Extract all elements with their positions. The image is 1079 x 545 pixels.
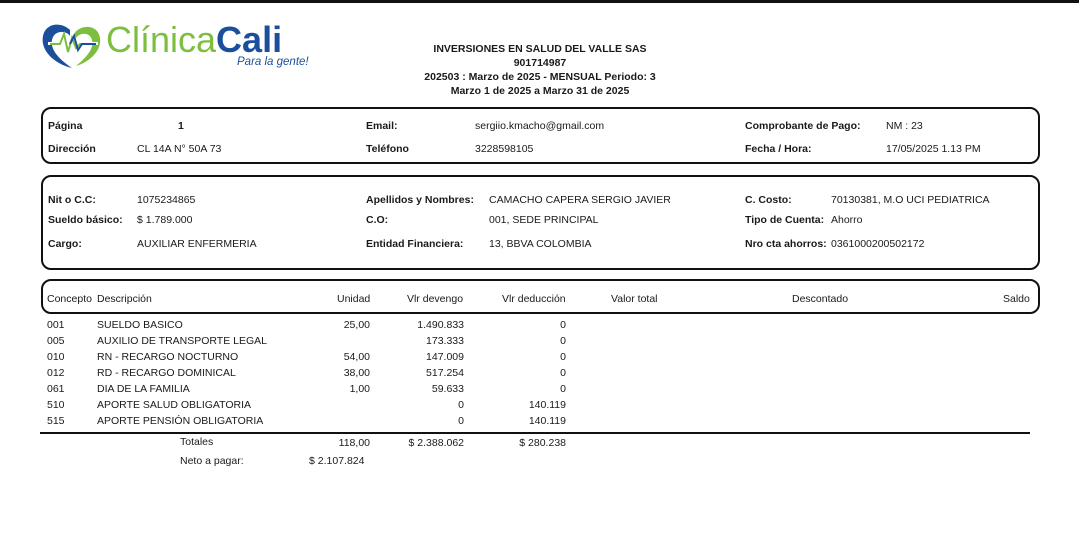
row-devengo: 0	[458, 415, 464, 427]
telefono-value: 3228598105	[475, 143, 534, 155]
pagina-value: 1	[178, 120, 184, 132]
row-concepto: 012	[47, 367, 65, 379]
col-saldo: Saldo	[1003, 293, 1030, 305]
date-range: Marzo 1 de 2025 a Marzo 31 de 2025	[450, 85, 630, 97]
row-devengo: 147.009	[426, 351, 464, 363]
row-deduccion: 0	[560, 383, 566, 395]
nit-value: 1075234865	[137, 194, 196, 206]
col-deduccion: Vlr deducción	[502, 293, 566, 305]
row-descripcion: RD - RECARGO DOMINICAL	[97, 367, 236, 379]
heart-pulse-icon	[40, 20, 104, 70]
row-deduccion: 0	[560, 319, 566, 331]
row-unidad: 38,00	[343, 367, 370, 379]
co-value: 001, SEDE PRINCIPAL	[489, 214, 599, 226]
row-devengo: 1.490.833	[417, 319, 464, 331]
costo-value: 70130381, M.O UCI PEDIATRICA	[831, 194, 990, 206]
telefono-label: Teléfono	[366, 143, 409, 155]
row-deduccion: 0	[560, 335, 566, 347]
row-concepto: 515	[47, 415, 65, 427]
logo-word-cali: Cali	[216, 19, 283, 60]
co-label: C.O:	[366, 214, 389, 226]
row-deduccion: 0	[560, 367, 566, 379]
col-descripcion: Descripción	[97, 293, 152, 305]
direccion-value: CL 14A N° 50A 73	[137, 143, 222, 155]
entidad-value: 13, BBVA COLOMBIA	[489, 238, 592, 250]
nombres-value: CAMACHO CAPERA SERGIO JAVIER	[489, 194, 671, 206]
col-concepto: Concepto	[47, 293, 92, 305]
fecha-value: 17/05/2025 1.13 PM	[886, 143, 981, 155]
document-header	[380, 42, 700, 98]
pay-period: 202503 : Marzo de 2025 - MENSUAL Periodo: 3	[424, 71, 656, 83]
direccion-label: Dirección	[48, 143, 96, 155]
tipo-cuenta-value: Ahorro	[831, 214, 863, 226]
row-descripcion: RN - RECARGO NOCTURNO	[97, 351, 239, 363]
neto-label: Neto a pagar:	[180, 455, 244, 467]
row-unidad: 25,00	[343, 319, 370, 331]
totales-deduccion: $ 280.238	[519, 437, 566, 449]
row-concepto: 510	[47, 399, 65, 411]
cargo-value: AUXILIAR ENFERMERIA	[137, 238, 257, 250]
row-concepto: 061	[47, 383, 65, 395]
fecha-label: Fecha / Hora:	[745, 143, 812, 155]
totals-divider	[40, 432, 1030, 434]
col-descontado: Descontado	[792, 293, 849, 305]
document-info-box	[41, 107, 1040, 164]
row-concepto: 001	[47, 319, 65, 331]
row-deduccion: 140.119	[528, 399, 566, 411]
company-name: INVERSIONES EN SALUD DEL VALLE SAS	[433, 43, 647, 55]
logo-word-clinica: Clínica	[106, 19, 217, 60]
row-deduccion: 140.119	[528, 415, 566, 427]
clinica-cali-logo	[40, 18, 330, 74]
row-unidad: 1,00	[349, 383, 370, 395]
row-descripcion: APORTE PENSIÓN OBLIGATORIA	[97, 415, 264, 427]
cuenta-label: Nro cta ahorros:	[745, 238, 827, 250]
logo-wordmark	[106, 20, 282, 60]
comprobante-label: Comprobante de Pago:	[745, 120, 861, 132]
cuenta-value: 0361000200502172	[831, 238, 925, 250]
row-descripcion: AUXILIO DE TRANSPORTE LEGAL	[97, 335, 267, 347]
row-devengo: 59.633	[431, 383, 464, 395]
row-deduccion: 0	[560, 351, 566, 363]
costo-label: C. Costo:	[745, 194, 792, 206]
top-border	[0, 0, 1079, 3]
tipo-cuenta-label: Tipo de Cuenta:	[745, 214, 825, 226]
row-descripcion: SUELDO BASICO	[97, 319, 183, 331]
totales-unidad: 118,00	[338, 437, 370, 449]
email-value: sergiio.kmacho@gmail.com	[475, 120, 605, 132]
col-unidad: Unidad	[337, 293, 371, 305]
row-devengo: 0	[458, 399, 464, 411]
row-concepto: 005	[47, 335, 65, 347]
pagina-label: Página	[48, 120, 83, 132]
row-descripcion: DIA DE LA FAMILIA	[97, 383, 190, 395]
totales-devengo: $ 2.388.062	[408, 437, 464, 449]
col-valor-total: Valor total	[611, 293, 658, 305]
nit-label: Nit o C.C:	[48, 194, 96, 206]
nombres-label: Apellidos y Nombres:	[366, 194, 474, 206]
row-concepto: 010	[47, 351, 65, 363]
company-nit: 901714987	[513, 57, 567, 69]
logo-tagline: Para la gente!	[237, 56, 309, 68]
entidad-label: Entidad Financiera:	[366, 238, 464, 250]
comprobante-value: NM : 23	[886, 120, 923, 132]
row-devengo: 173.333	[426, 335, 464, 347]
cargo-label: Cargo:	[48, 238, 82, 250]
row-devengo: 517.254	[426, 367, 464, 379]
sueldo-value: $ 1.789.000	[137, 214, 193, 226]
row-descripcion: APORTE SALUD OBLIGATORIA	[97, 399, 252, 411]
sueldo-label: Sueldo básico:	[48, 214, 123, 226]
totales-label: Totales	[180, 436, 214, 448]
row-unidad: 54,00	[343, 351, 370, 363]
neto-value: $ 2.107.824	[309, 455, 365, 467]
email-label: Email:	[366, 120, 398, 132]
col-devengo: Vlr devengo	[407, 293, 464, 305]
